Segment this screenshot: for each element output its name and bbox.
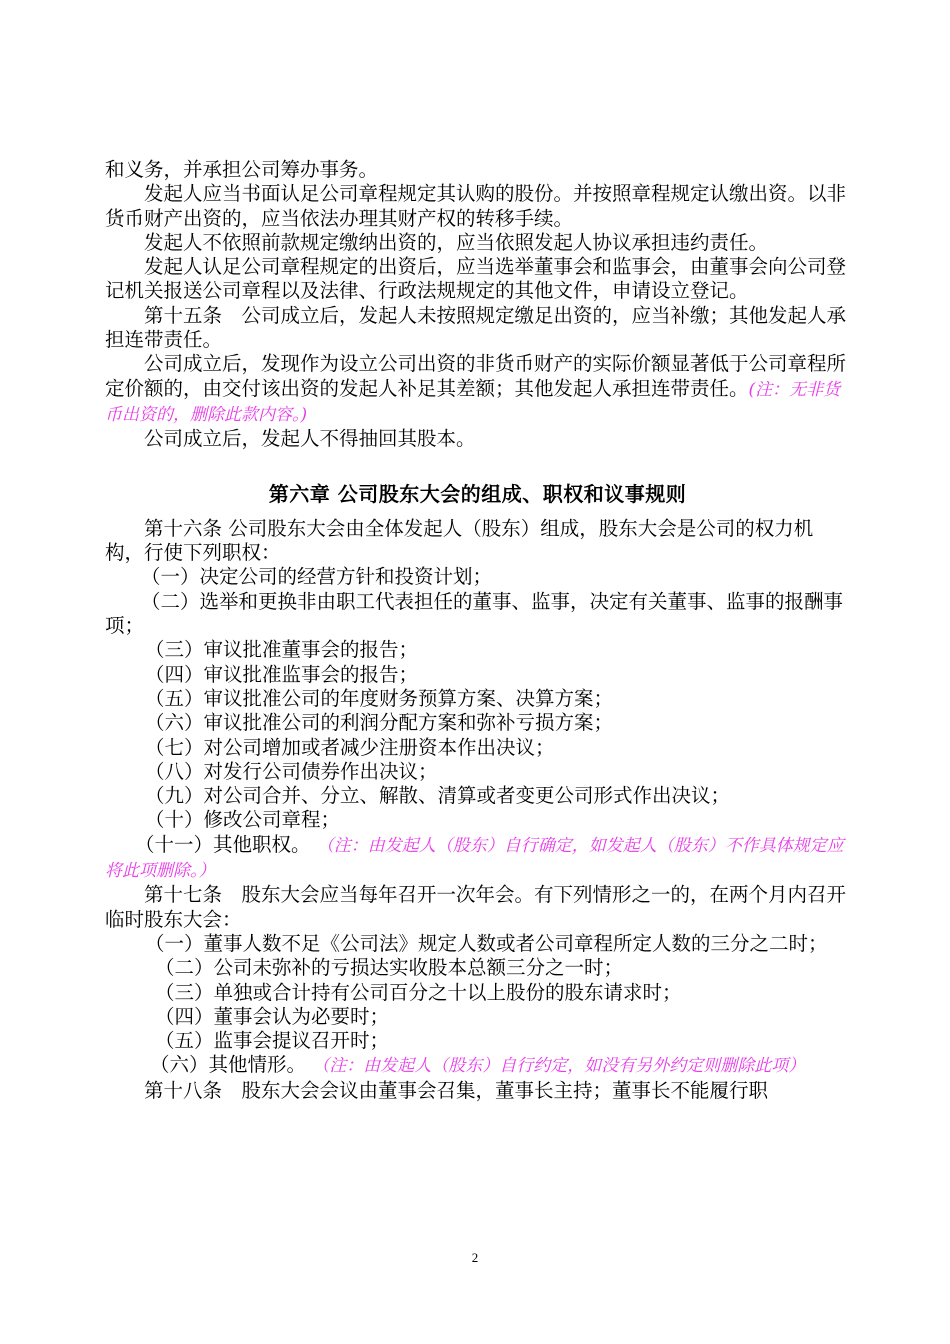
list-item: （七）对公司增加或者减少注册资本作出决议； [145, 735, 555, 759]
list-item: （一）决定公司的经营方针和投资计划； [141, 565, 493, 589]
article-18: 第十八条 股东大会会议由董事会召集，董事长主持；董事长不能履行职 [144, 1078, 769, 1102]
list-item: （四）董事会认为必要时； [155, 1004, 390, 1028]
list-item: （一）董事人数不足《公司法》规定人数或者公司章程所定人数的三分之二时； [145, 931, 828, 955]
list-item: （五）审议批准公司的年度财务预算方案、决算方案； [145, 686, 614, 710]
paragraph: 发起人不依照前款规定缴纳出资的，应当依照发起人协议承担违约责任。 [144, 230, 769, 254]
chapter-title: 第六章 公司股东大会的组成、职权和议事规则 [268, 481, 687, 506]
paragraph: 发起人认足公司章程规定的出资后，应当选举董事会和监事会，由董事会向公司登记机关报送公司章程以及法律、行政法规规定的其他文件，申请设立登记。 [105, 255, 847, 303]
page-number: 2 [471, 1250, 479, 1265]
article-16: 第十六条 公司股东大会由全体发起人（股东）组成，股东大会是公司的权力机构，行使下列职权： [105, 516, 814, 565]
document-body [105, 158, 850, 1103]
paragraph-text: 公司成立后，发现作为设立公司出资的非货币财产的实际价额显著低于公司章程所定价额的，由交付该出资的发起人补足其差额；其他发起人承担连带责任。 [105, 352, 847, 400]
editor-note: (注：无非货币出资的，删除此款内容。) [105, 379, 841, 425]
list-item-text: （十一）其他职权。 [135, 832, 311, 856]
paragraph: 和义务，并承担公司筹办事务。 [105, 158, 379, 181]
list-item: （十）修改公司章程； [145, 808, 341, 832]
editor-note: （注：由发起人（股东）自行约定，如没有另外约定则删除此项） [312, 1056, 806, 1077]
paragraph [105, 352, 850, 427]
list-item-text: （六）其他情形。 [150, 1053, 307, 1077]
list-item: （五）监事会提议召开时； [155, 1029, 390, 1053]
list-item: （四）审议批准监事会的报告； [145, 662, 419, 686]
list-item [105, 833, 850, 884]
list-item: （二）公司未弥补的亏损达实收股本总额三分之一时； [155, 956, 624, 980]
paragraph: 发起人应当书面认足公司章程规定其认购的股份。并按照章程规定认缴出资。以非货币财产出资的，应当依法办理其财产权的转移手续。 [105, 182, 847, 230]
editor-note: （注：由发起人（股东）自行确定，如发起人（股东）不作具体规定应将此项删除。） [105, 835, 844, 882]
article-17: 第十七条 股东大会应当每年召开一次年会。有下列情形之一的，在两个月内召开临时股东大会： [105, 883, 847, 931]
list-item: （九）对公司合并、分立、解散、清算或者变更公司形式作出决议； [145, 784, 731, 808]
list-item: （六）审议批准公司的利润分配方案和弥补亏损方案； [145, 711, 614, 735]
list-item: （二）选举和更换非由职工代表担任的董事、监事，决定有关董事、监事的报酬事项； [105, 589, 844, 638]
paragraph: 公司成立后，发起人不得抽回其股本。 [144, 427, 476, 451]
list-item: （三）审议批准董事会的报告； [145, 638, 419, 662]
list-item: （三）单独或合计持有公司百分之十以上股份的股东请求时； [155, 980, 682, 1004]
article-15: 第十五条 公司成立后，发起人未按照规定缴足出资的，应当补缴；其他发起人承担连带责任。 [105, 303, 847, 352]
list-item [105, 1053, 850, 1078]
list-item: （八）对发行公司债券作出决议； [145, 759, 438, 783]
